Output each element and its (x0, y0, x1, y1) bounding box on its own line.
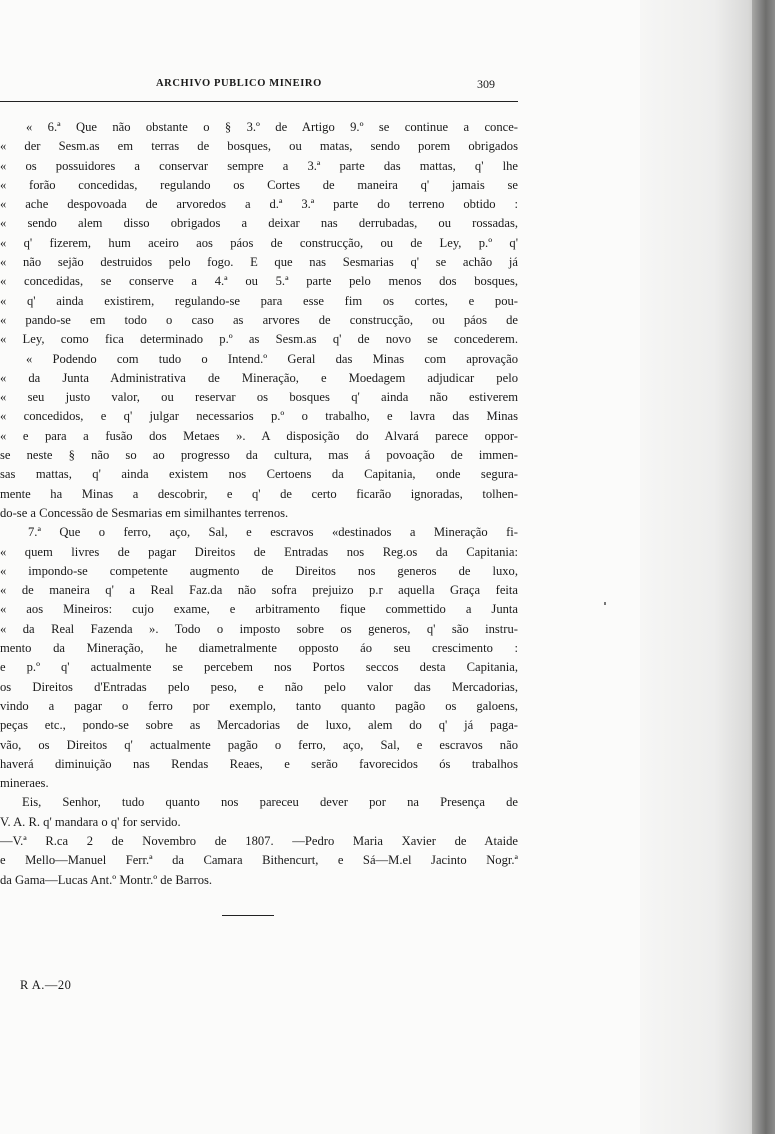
text-line: « q' ainda existirem, regulando-se para esse fim os cortes, e pou- (0, 293, 518, 308)
header-rule (0, 101, 518, 102)
text-line: sas mattas, q' ainda existem nos Certoens da Capitania, onde segura- (0, 467, 518, 482)
text-line: « der Sesm.as em terras de bosques, ou matas, sendo porem obrigados (0, 139, 518, 154)
text-line: mento da Mineração, he diametralmente opposto áo seu crescimento : (0, 641, 518, 656)
text-line: « pando-se em todo o caso as arvores de construcção, ou páos de (0, 312, 518, 327)
text-line: vão, os Direitos q' actualmente pagão o ferro, aço, Sal, e escravos não (0, 737, 518, 752)
text-line: da Gama—Lucas Ant.º Montr.º de Barros. (0, 872, 213, 887)
text-line: « aos Mineiros: cujo exame, e arbitramento fique commettido a Junta (0, 602, 518, 617)
text-line: « impondo-se competente augmento de Direitos nos generos de luxo, (0, 563, 518, 578)
end-rule (222, 915, 274, 916)
text-line: « forão concedidas, regulando os Cortes de maneira q' jamais se (0, 177, 518, 192)
text-line: V. A. R. q' mandara o q' for servido. (0, 814, 181, 829)
text-line: « ache despovoada de arvoredos a d.ª 3.ª parte do terreno obtido : (0, 197, 518, 212)
text-line: « concedidas, se conserve a 4.ª ou 5.ª parte pelo menos dos bosques, (0, 274, 518, 289)
text-line: « concedidos, e q' julgar necessarios p.º o trabalho, e lavra das Minas (0, 409, 518, 424)
text-line: « da Real Fazenda ». Todo o imposto sobre os generos, q' são instru- (0, 621, 518, 636)
text-line: e Mello—Manuel Ferr.ª da Camara Bithencurt, e Sá—M.el Jacinto Nogr.ª (0, 853, 518, 868)
text-line: 7.ª Que o ferro, aço, Sal, e escravos «destinados a Mineração fi- (28, 525, 518, 540)
text-line: « os possuidores a conservar sempre a 3.ª parte das mattas, q' lhe (0, 158, 518, 173)
text-line: « não sejão destruidos pelo fogo. E que nas Sesmarias q' se achão já (0, 255, 518, 270)
text-line: —V.ª R.ca 2 de Novembro de 1807. —Pedro Maria Xavier de Ataide (0, 833, 518, 848)
text-line: do-se a Concessão de Sesmarias em similhantes terrenos. (0, 505, 289, 520)
text-line: « sendo alem disso obrigados a deixar nas derrubadas, ou rossadas, (0, 216, 518, 231)
text-line: e p.º q' actualmente se percebem nos Portos seccos desta Capitania, (0, 660, 518, 675)
text-line: se neste § não so ao progresso da cultura, mas á povoação de immen- (0, 448, 518, 463)
text-line: vindo a pagar o ferro por exemplo, tanto quanto pagão os galoens, (0, 698, 518, 713)
running-header (0, 78, 640, 98)
signature-mark: R A.—20 (20, 978, 72, 992)
text-line: « de maneira q' a Real Faz.da não sofra prejuizo p.r aquella Graça feita (0, 583, 518, 598)
running-title: ARCHIVO PUBLICO MINEIRO (156, 78, 322, 89)
text-line: « Ley, como fica determinado p.º as Sesm.as q' de novo se concederem. (0, 332, 518, 347)
text-line: « e para a fusão dos Metaes ». A disposição do Alvará parece oppor- (0, 428, 518, 443)
binding-edge (752, 0, 775, 1134)
body-text (0, 118, 518, 898)
text-line: os Direitos d'Entradas pelo peso, e não pelo valor das Mercadorias, (0, 679, 518, 694)
text-line: « quem livres de pagar Direitos de Entradas nos Reg.os da Capitania: (0, 544, 518, 559)
text-line: « da Junta Administrativa de Mineração, e Moedagem adjudicar pelo (0, 370, 518, 385)
text-line: « q' fizerem, hum aceiro aos páos de construcção, ou de Ley, p.º q' (0, 235, 518, 250)
text-line: mente ha Minas a descobrir, e q' de certo ficarão ignoradas, tolhen- (0, 486, 518, 501)
text-line: « 6.ª Que não obstante o § 3.º de Artigo 9.º se continue a conce- (26, 120, 518, 134)
text-line: « Podendo com tudo o Intend.º Geral das Minas com aprovação (26, 351, 518, 366)
paper-speck (604, 602, 606, 605)
text-line: haverá diminuição nas Rendas Reaes, e serão favorecidos ós trabalhos (0, 756, 518, 771)
text-line: mineraes. (0, 776, 49, 791)
text-line: Eis, Senhor, tudo quanto nos pareceu dever por na Presença de (22, 795, 518, 810)
text-line: peças etc., pondo-se sobre as Mercadorias de luxo, alem do q' já paga- (0, 718, 518, 733)
text-line: « seu justo valor, ou reservar os bosques q' ainda não estiverem (0, 390, 518, 405)
page-number: 309 (477, 77, 495, 91)
